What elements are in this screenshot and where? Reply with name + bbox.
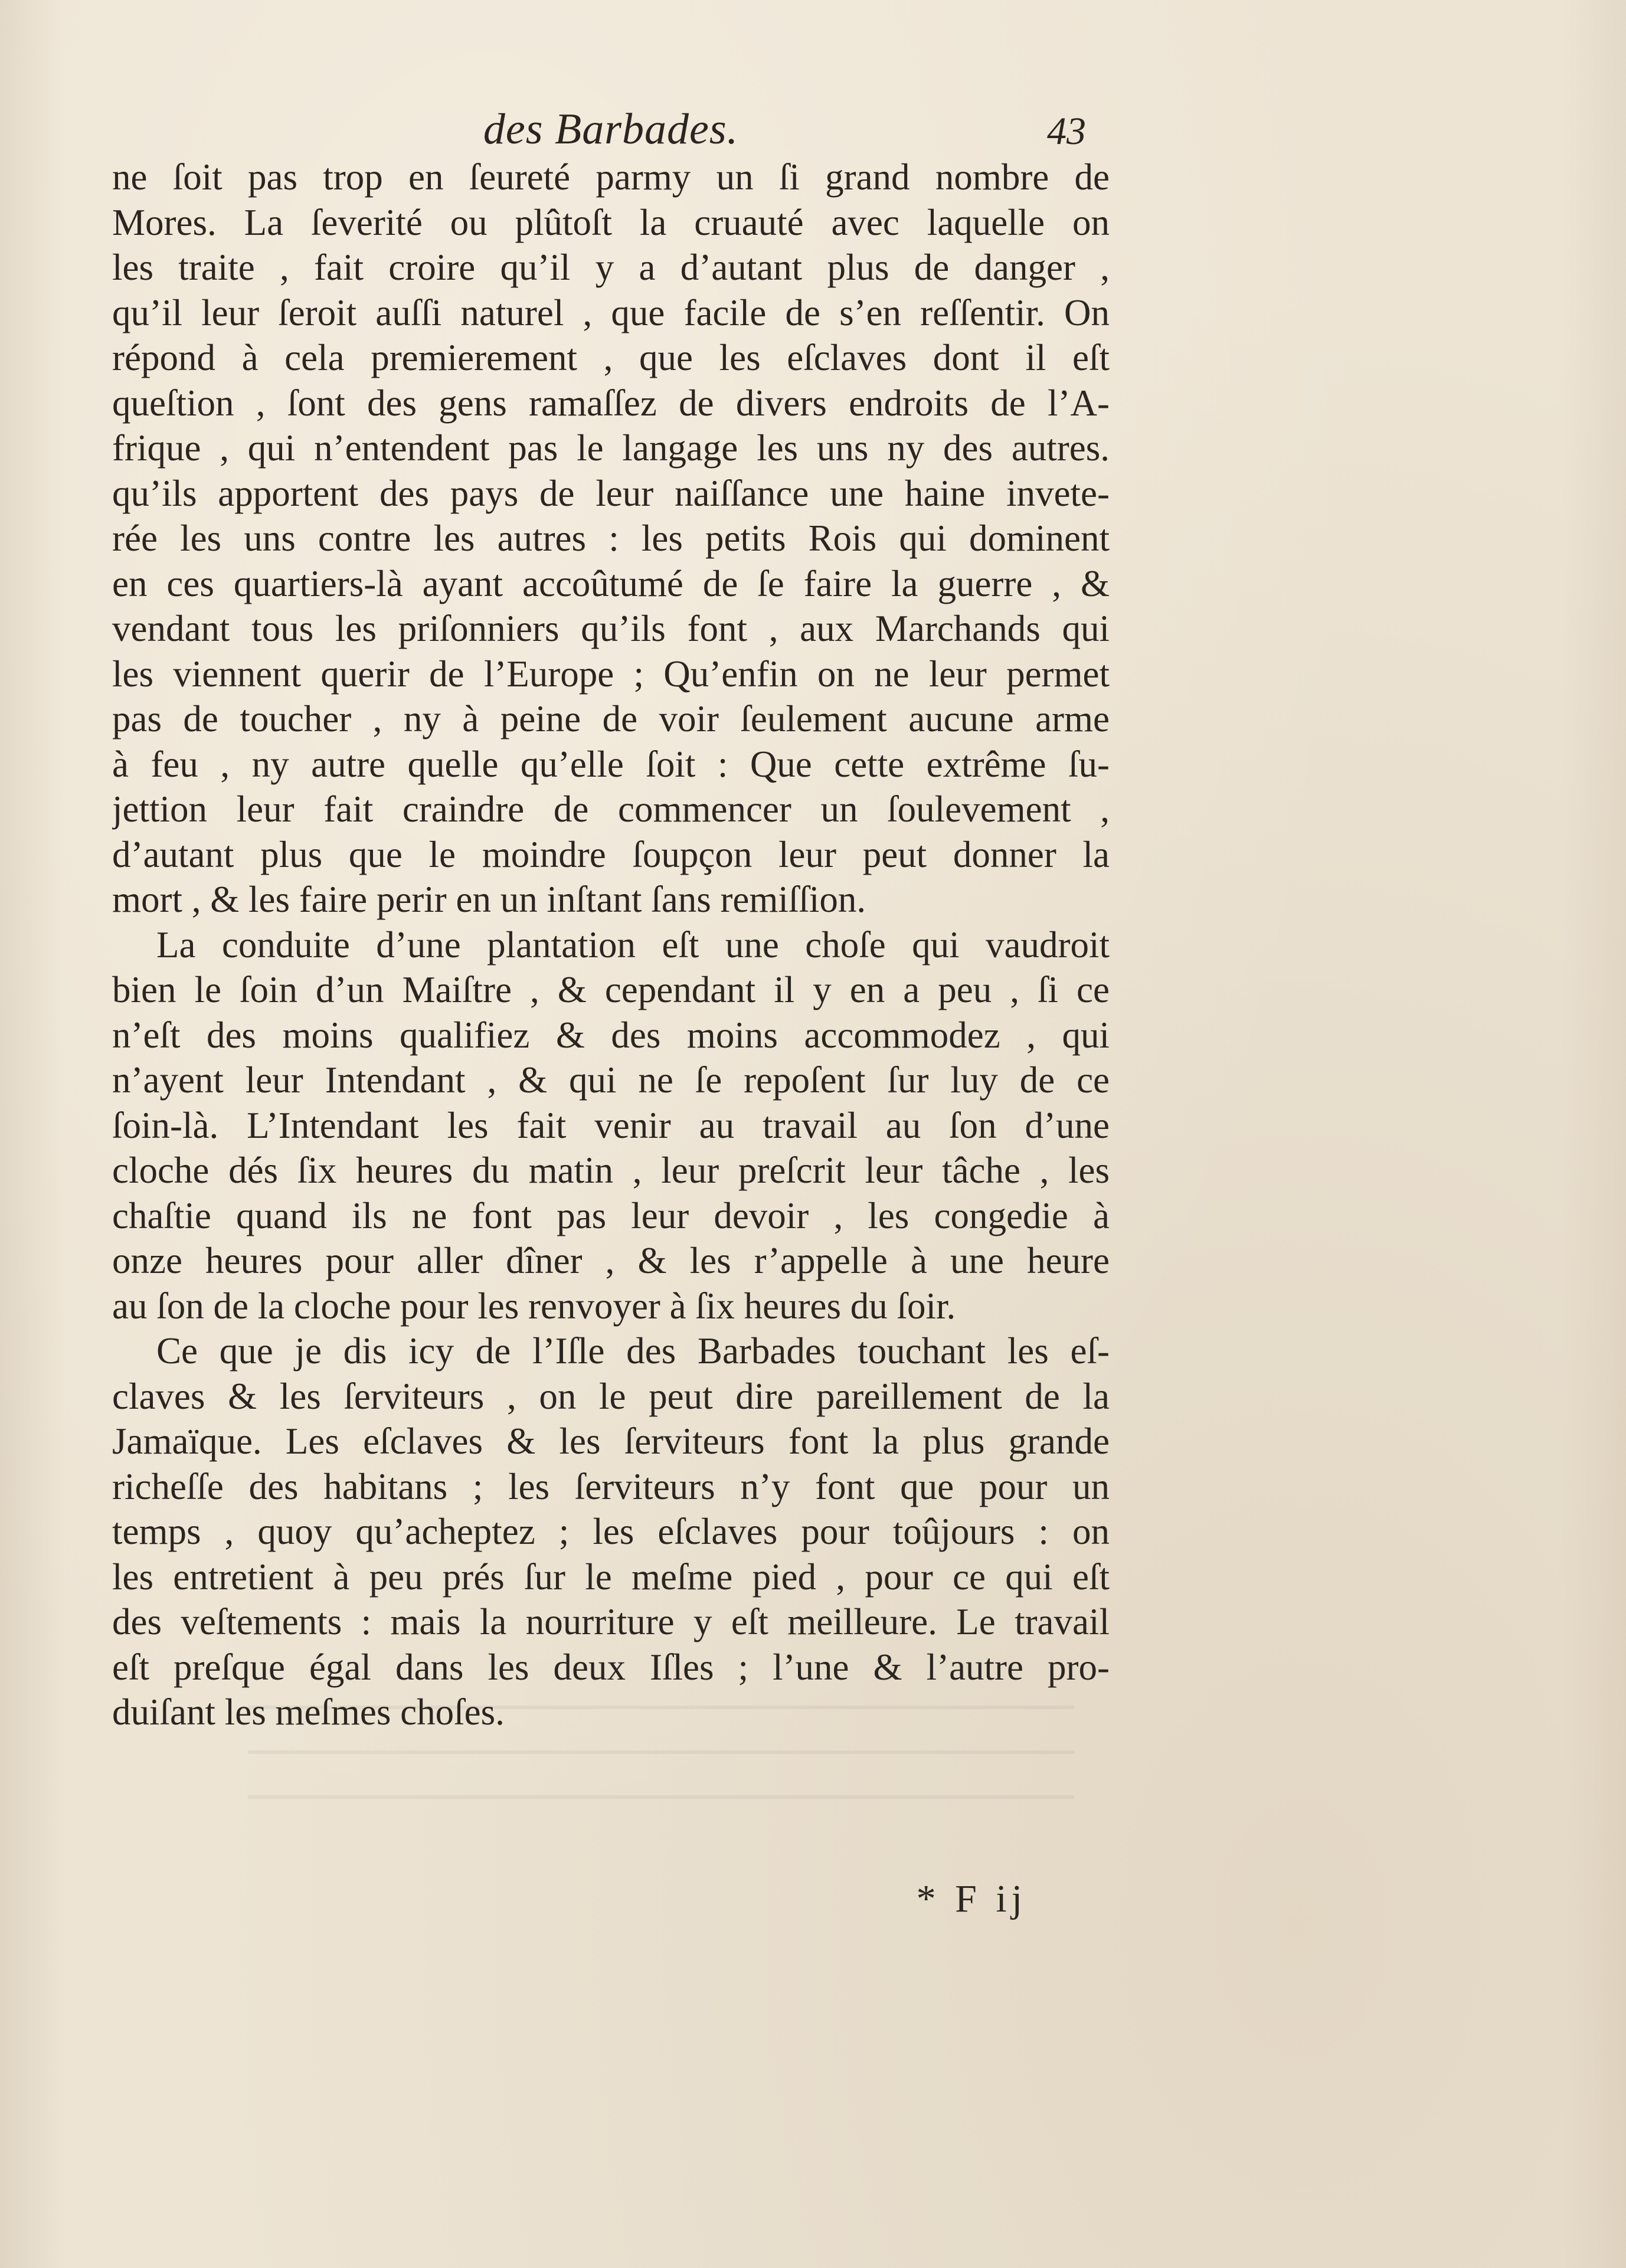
text-line: rée les uns contre les autres : les petits Rois qui dominent bbox=[112, 518, 1110, 559]
text-line: vendant tous les priſonniers qu’ils font , aux Marchands qui bbox=[112, 608, 1110, 649]
text-line: d’autant plus que le moindre ſoupçon leur peut donner la bbox=[112, 833, 1110, 875]
text-line: temps , quoy qu’acheptez ; les eſclaves pour toûjours : on bbox=[112, 1511, 1110, 1552]
text-line: à feu , ny autre quelle qu’elle ſoit : Que cette extrême ſu- bbox=[112, 743, 1110, 785]
text-line: qu’il leur ſeroit auſſi naturel , que facile de s’en reſſentir. On bbox=[112, 292, 1110, 333]
text-line: duiſant les meſmes choſes. bbox=[112, 1691, 505, 1733]
text-line: pas de toucher , ny à peine de voir ſeulement aucune arme bbox=[112, 698, 1110, 739]
text-line: Jamaïque. Les eſclaves & les ſerviteurs font la plus grande bbox=[112, 1421, 1110, 1462]
text-line: au ſon de la cloche pour les renvoyer à ſix heures du ſoir. bbox=[112, 1285, 956, 1327]
text-line: répond à cela premierement , que les eſclaves dont il eſt bbox=[112, 337, 1110, 378]
text-line: onze heures pour aller dîner , & les r’appelle à une heure bbox=[112, 1240, 1110, 1281]
text-line: cloche dés ſix heures du matin , leur preſcrit leur tâche , les bbox=[112, 1150, 1110, 1191]
body-text bbox=[112, 155, 1110, 1735]
text-line: ſoin-là. L’Intendant les fait venir au travail au ſon d’une bbox=[112, 1104, 1110, 1146]
text-line: bien le ſoin d’un Maiſtre , & cependant il y en a peu , ſi ce bbox=[112, 969, 1110, 1010]
text-line: n’eſt des moins qualifiez & des moins accommodez , qui bbox=[112, 1014, 1110, 1056]
signature-mark: * F ij bbox=[916, 1877, 1027, 1920]
text-line: Ce que je dis icy de l’Iſle des Barbades touchant les eſ- bbox=[156, 1330, 1110, 1372]
text-line: claves & les ſerviteurs , on le peut dire pareillement de la bbox=[112, 1375, 1110, 1417]
text-line: ne ſoit pas trop en ſeureté parmy un ſi grand nombre de bbox=[112, 156, 1110, 198]
text-line: mort , & les faire perir en un inſtant ſans remiſſion. bbox=[112, 879, 866, 920]
text-line: chaſtie quand ils ne font pas leur devoir , les congedie à bbox=[112, 1194, 1110, 1236]
text-line: La conduite d’une plantation eſt une choſe qui vaudroit bbox=[156, 924, 1110, 966]
running-title: des Barbades. bbox=[483, 105, 739, 153]
text-line: n’ayent leur Intendant , & qui ne ſe repoſent ſur luy de ce bbox=[112, 1059, 1110, 1101]
text-line: les viennent querir de l’Europe ; Qu’enfin on ne leur permet bbox=[112, 653, 1110, 695]
text-line: qu’ils apportent des pays de leur naiſſance une haine invete- bbox=[112, 472, 1110, 514]
text-line: eſt preſque égal dans les deux Iſles ; l’une & l’autre pro- bbox=[112, 1646, 1110, 1688]
text-line: queſtion , ſont des gens ramaſſez de divers endroits de l’A- bbox=[112, 382, 1110, 424]
text-line: jettion leur fait craindre de commencer un ſoulevement , bbox=[112, 788, 1110, 830]
running-head bbox=[112, 97, 1110, 156]
page-number: 43 bbox=[1047, 110, 1086, 153]
text-line: les entretient à peu prés ſur le meſme pied , pour ce qui eſt bbox=[112, 1556, 1110, 1598]
text-line: en ces quartiers-là ayant accoûtumé de ſe faire la guerre , & bbox=[112, 562, 1110, 604]
text-line: Mores. La ſeverité ou plûtoſt la cruauté avec laquelle on bbox=[112, 201, 1110, 243]
text-line: des veſtements : mais la nourriture y eſt meilleure. Le travail bbox=[112, 1601, 1110, 1642]
text-line: frique , qui n’entendent pas le langage les uns ny des autres. bbox=[112, 427, 1110, 469]
text-line: les traite , fait croire qu’il y a d’autant plus de danger , bbox=[112, 247, 1110, 288]
text-line: richeſſe des habitans ; les ſerviteurs n’y font que pour un bbox=[112, 1465, 1110, 1507]
